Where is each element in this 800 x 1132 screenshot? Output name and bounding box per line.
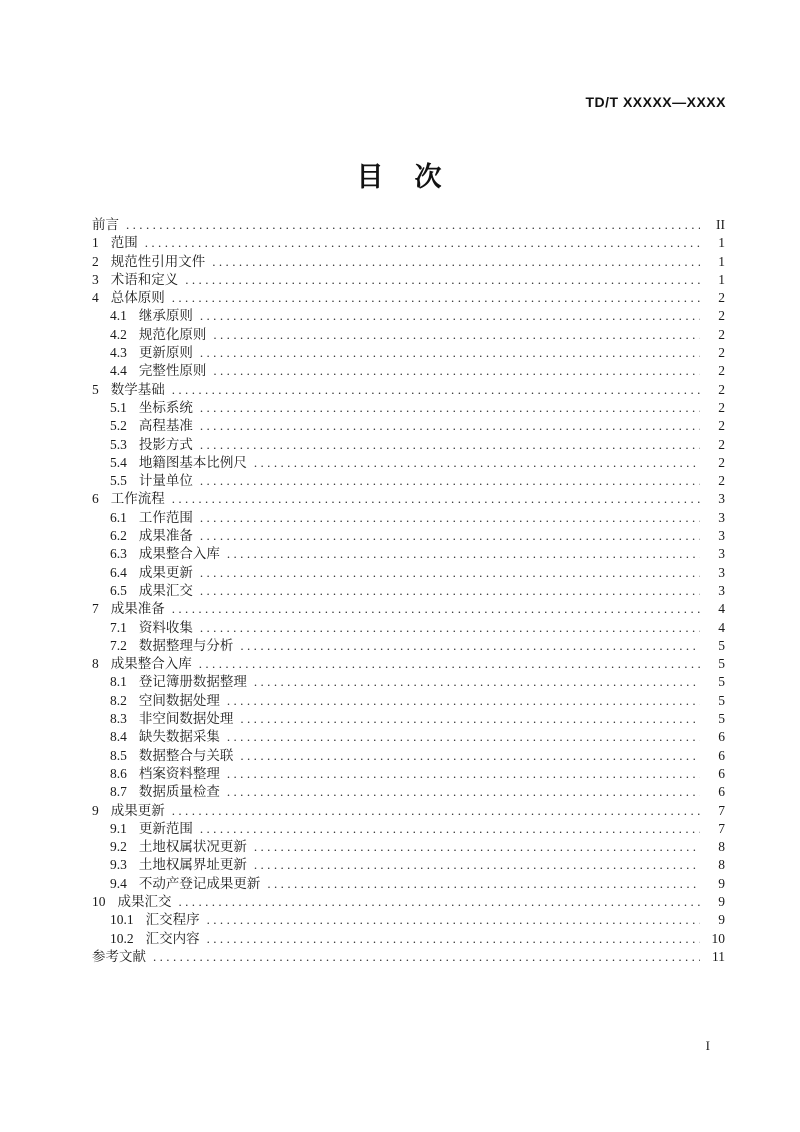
toc-leader-dots xyxy=(227,692,700,710)
toc-entry xyxy=(92,454,725,472)
toc-entry-page: 2 xyxy=(718,436,725,452)
footer-page-number: I xyxy=(705,1038,710,1053)
toc-entry-page: 6 xyxy=(718,765,725,781)
toc-leader-dots xyxy=(254,856,700,874)
toc-leader-dots xyxy=(227,728,700,746)
toc-entry-label: 参考文献 xyxy=(92,948,146,964)
toc-entry-page: 7 xyxy=(718,820,725,836)
toc-entry-page: 2 xyxy=(718,326,725,342)
toc-entry-number: 8.5 xyxy=(110,747,127,763)
toc-entry-label: 汇交内容 xyxy=(145,930,200,946)
toc-entry-label: 数据整合与关联 xyxy=(138,747,234,763)
toc-entry xyxy=(92,856,725,874)
toc-entry-number: 9.2 xyxy=(110,839,127,855)
toc-entry xyxy=(92,490,725,508)
toc-entry-label: 数学基础 xyxy=(110,381,165,397)
toc-entry xyxy=(92,362,725,380)
toc-entry xyxy=(92,619,725,637)
toc-entry-label: 非空间数据处理 xyxy=(138,711,234,727)
toc-entry-label: 成果准备 xyxy=(110,601,165,617)
toc-leader-dots xyxy=(240,637,700,655)
toc-entry xyxy=(92,326,725,344)
toc-entry-number: 10 xyxy=(92,893,106,909)
toc-leader-dots xyxy=(145,234,700,252)
toc-entry xyxy=(92,472,725,490)
toc-entry xyxy=(92,710,725,728)
toc-leader-dots xyxy=(213,326,700,344)
toc-entry xyxy=(92,216,725,234)
toc-entry-page: 1 xyxy=(718,271,725,287)
toc-entry-page: 5 xyxy=(718,637,725,653)
toc-entry xyxy=(92,381,725,399)
toc-leader-dots xyxy=(200,820,700,838)
doc-number: TD/T XXXXX—XXXX xyxy=(585,94,726,110)
toc-entry-page: 3 xyxy=(718,564,725,580)
toc-entry-page: 2 xyxy=(718,399,725,415)
toc-entry-number: 7 xyxy=(92,601,99,617)
toc-entry xyxy=(92,911,725,929)
toc-entry-page: 6 xyxy=(718,747,725,763)
toc-entry xyxy=(92,600,725,618)
toc-leader-dots xyxy=(200,307,700,325)
toc-entry-label: 数据整理与分析 xyxy=(138,637,234,653)
toc-leader-dots xyxy=(267,875,700,893)
toc-entry-number: 5.4 xyxy=(110,454,127,470)
toc-entry-number: 6.1 xyxy=(110,509,127,525)
toc-entry xyxy=(92,253,725,271)
toc-entry-number: 5 xyxy=(92,381,99,397)
toc-entry xyxy=(92,344,725,362)
toc-entry-page: 2 xyxy=(718,290,725,306)
toc-entry xyxy=(92,802,725,820)
toc-entry xyxy=(92,673,725,691)
toc-leader-dots xyxy=(227,545,700,563)
toc-entry xyxy=(92,765,725,783)
toc-entry xyxy=(92,728,725,746)
toc-entry-label: 数据质量检查 xyxy=(138,784,220,800)
toc-entry xyxy=(92,234,725,252)
toc-entry-label: 继承原则 xyxy=(138,308,193,324)
toc-entry-label: 规范性引用文件 xyxy=(110,253,206,269)
toc-entry xyxy=(92,289,725,307)
toc-entry xyxy=(92,582,725,600)
toc-entry xyxy=(92,527,725,545)
toc-entry-page: 6 xyxy=(718,784,725,800)
toc-entry xyxy=(92,564,725,582)
toc-entry-number: 8.7 xyxy=(110,784,127,800)
toc-entry-number: 8.6 xyxy=(110,765,127,781)
toc-entry-page: 5 xyxy=(718,656,725,672)
toc-leader-dots xyxy=(213,362,700,380)
toc-entry-label: 土地权属状况更新 xyxy=(138,839,247,855)
page-title: 目 次 xyxy=(356,162,444,192)
toc-entry-label: 成果汇交 xyxy=(117,893,172,909)
toc-leader-dots xyxy=(179,893,701,911)
toc-leader-dots xyxy=(200,399,700,417)
toc-entry-number: 7.2 xyxy=(110,637,127,653)
toc-entry-number: 6.3 xyxy=(110,546,127,562)
toc-leader-dots xyxy=(227,765,700,783)
toc-leader-dots xyxy=(199,655,700,673)
toc-entry xyxy=(92,948,725,966)
toc-entry-page: II xyxy=(716,217,725,232)
toc-entry-label: 成果汇交 xyxy=(138,582,193,598)
toc-entry-label: 坐标系统 xyxy=(138,399,193,415)
toc-entry-number: 8 xyxy=(92,656,99,672)
toc-leader-dots xyxy=(200,344,700,362)
toc-entry-number: 5.1 xyxy=(110,399,127,415)
toc-entry-page: 3 xyxy=(718,509,725,525)
toc-entry-page: 2 xyxy=(718,473,725,489)
toc-entry-label: 投影方式 xyxy=(138,436,193,452)
toc-leader-dots xyxy=(254,454,700,472)
toc-entry xyxy=(92,838,725,856)
toc-entry-number: 9.1 xyxy=(110,820,127,836)
toc-leader-dots xyxy=(200,417,700,435)
toc-entry-page: 8 xyxy=(718,857,725,873)
toc-entry xyxy=(92,655,725,673)
toc-entry-label: 成果更新 xyxy=(138,564,193,580)
toc-leader-dots xyxy=(227,783,700,801)
toc-leader-dots xyxy=(172,802,700,820)
toc-entry-page: 6 xyxy=(718,729,725,745)
toc-leader-dots xyxy=(172,289,700,307)
toc-entry xyxy=(92,893,725,911)
toc-leader-dots xyxy=(200,582,700,600)
toc-entry-number: 3 xyxy=(92,271,99,287)
toc-entry-number: 8.4 xyxy=(110,729,127,745)
toc-entry-page: 7 xyxy=(718,802,725,818)
toc-entry-label: 地籍图基本比例尺 xyxy=(138,454,247,470)
toc-entry-number: 5.5 xyxy=(110,473,127,489)
toc-entry-label: 完整性原则 xyxy=(138,363,207,379)
toc-entry-page: 2 xyxy=(718,418,725,434)
toc-leader-dots xyxy=(212,253,700,271)
toc-entry-page: 3 xyxy=(718,582,725,598)
toc-entry-page: 2 xyxy=(718,454,725,470)
toc-entry xyxy=(92,783,725,801)
toc-entry-label: 缺失数据采集 xyxy=(138,729,220,745)
toc-entry-page: 2 xyxy=(718,363,725,379)
toc-entry-label: 空间数据处理 xyxy=(138,692,220,708)
toc-leader-dots xyxy=(126,216,700,234)
toc-entry-label: 成果准备 xyxy=(138,528,193,544)
toc-entry-page: 11 xyxy=(712,948,725,964)
toc-entry xyxy=(92,417,725,435)
toc-entry-number: 9.3 xyxy=(110,857,127,873)
toc-entry-number: 6.2 xyxy=(110,528,127,544)
toc-leader-dots xyxy=(185,271,700,289)
toc-entry-number: 10.1 xyxy=(110,912,134,928)
toc-leader-dots xyxy=(200,436,700,454)
toc-entry-number: 2 xyxy=(92,253,99,269)
toc-entry-number: 8.1 xyxy=(110,674,127,690)
toc-leader-dots xyxy=(240,710,700,728)
toc-entry xyxy=(92,875,725,893)
toc-entry-label: 档案资料整理 xyxy=(138,765,220,781)
toc-entry-number: 4.2 xyxy=(110,326,127,342)
toc-entry-label: 高程基准 xyxy=(138,418,193,434)
toc-entry xyxy=(92,436,725,454)
toc-entry-number: 6 xyxy=(92,491,99,507)
toc-entry-page: 1 xyxy=(718,253,725,269)
toc-entry-page: 2 xyxy=(718,345,725,361)
toc-leader-dots xyxy=(153,948,700,966)
toc-entry-label: 范围 xyxy=(110,235,138,251)
toc-entry-number: 5.2 xyxy=(110,418,127,434)
toc-entry-number: 7.1 xyxy=(110,619,127,635)
toc-entry-page: 3 xyxy=(718,528,725,544)
toc-entry xyxy=(92,545,725,563)
toc-entry-label: 不动产登记成果更新 xyxy=(138,875,261,891)
toc-entry-label: 工作流程 xyxy=(110,491,165,507)
toc-entry-page: 5 xyxy=(718,674,725,690)
toc-entry-number: 5.3 xyxy=(110,436,127,452)
toc-entry-page: 8 xyxy=(718,839,725,855)
toc-leader-dots xyxy=(207,930,700,948)
toc-entry-number: 6.5 xyxy=(110,582,127,598)
toc-entry xyxy=(92,820,725,838)
toc-leader-dots xyxy=(172,600,700,618)
toc-entry-number: 9 xyxy=(92,802,99,818)
toc-leader-dots xyxy=(200,527,700,545)
toc-entry-label: 工作范围 xyxy=(138,509,193,525)
toc-entry-label: 成果整合入库 xyxy=(138,546,220,562)
toc-entry-number: 4.3 xyxy=(110,345,127,361)
toc-entry-number: 8.2 xyxy=(110,692,127,708)
toc-entry-page: 9 xyxy=(718,893,725,909)
toc-entry-number: 4.4 xyxy=(110,363,127,379)
toc-entry-label: 汇交程序 xyxy=(145,912,200,928)
toc-entry-page: 3 xyxy=(718,491,725,507)
toc-entry-page: 3 xyxy=(718,546,725,562)
toc-entry-label: 成果更新 xyxy=(110,802,165,818)
toc-entry xyxy=(92,637,725,655)
toc-entry-number: 4.1 xyxy=(110,308,127,324)
toc-entry-number: 4 xyxy=(92,290,99,306)
table-of-contents xyxy=(92,216,725,966)
toc-entry-page: 5 xyxy=(718,711,725,727)
toc-leader-dots xyxy=(172,381,700,399)
toc-entry xyxy=(92,747,725,765)
toc-entry xyxy=(92,692,725,710)
toc-leader-dots xyxy=(207,911,700,929)
toc-entry-page: 4 xyxy=(718,601,725,617)
toc-entry-number: 10.2 xyxy=(110,930,134,946)
toc-entry-page: 1 xyxy=(718,235,725,251)
toc-entry-label: 前言 xyxy=(92,217,119,232)
toc-entry-number: 1 xyxy=(92,235,99,251)
toc-leader-dots xyxy=(254,673,700,691)
toc-leader-dots xyxy=(172,490,700,508)
toc-leader-dots xyxy=(254,838,700,856)
toc-entry xyxy=(92,399,725,417)
toc-entry-label: 成果整合入库 xyxy=(110,656,192,672)
toc-leader-dots xyxy=(200,509,700,527)
toc-entry-label: 登记簿册数据整理 xyxy=(138,674,247,690)
toc-entry-page: 9 xyxy=(718,875,725,891)
toc-entry-label: 土地权属界址更新 xyxy=(138,857,247,873)
toc-leader-dots xyxy=(200,472,700,490)
toc-entry-page: 10 xyxy=(711,930,725,946)
toc-entry-label: 总体原则 xyxy=(110,290,165,306)
toc-entry-number: 6.4 xyxy=(110,564,127,580)
toc-entry-number: 9.4 xyxy=(110,875,127,891)
toc-entry-label: 计量单位 xyxy=(138,473,193,489)
toc-entry xyxy=(92,271,725,289)
toc-entry-page: 5 xyxy=(718,692,725,708)
toc-leader-dots xyxy=(200,564,700,582)
toc-entry-label: 更新范围 xyxy=(138,820,193,836)
toc-entry xyxy=(92,509,725,527)
toc-leader-dots xyxy=(240,747,700,765)
toc-entry-page: 2 xyxy=(718,308,725,324)
toc-entry-label: 更新原则 xyxy=(138,345,193,361)
toc-entry-label: 术语和定义 xyxy=(110,271,179,287)
toc-leader-dots xyxy=(200,619,700,637)
toc-entry-page: 2 xyxy=(718,381,725,397)
toc-entry xyxy=(92,307,725,325)
toc-entry-page: 9 xyxy=(718,912,725,928)
toc-entry-label: 规范化原则 xyxy=(138,326,207,342)
toc-entry-label: 资料收集 xyxy=(138,619,193,635)
toc-entry xyxy=(92,930,725,948)
toc-entry-page: 4 xyxy=(718,619,725,635)
toc-entry-number: 8.3 xyxy=(110,711,127,727)
